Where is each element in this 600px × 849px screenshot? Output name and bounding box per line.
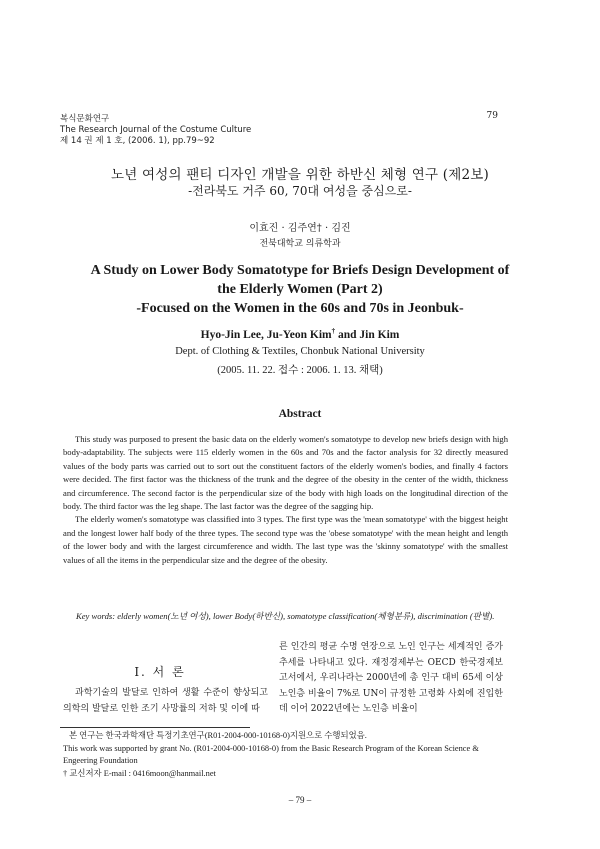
intro-left-column: 과학기술의 발달로 인하여 생활 수준이 향상되고 의학의 발달로 인한 조기 사망률의 저하 및 이에 따 bbox=[63, 688, 268, 714]
page-number-top: 79 bbox=[486, 111, 498, 121]
corresponding-author-mark: † bbox=[331, 327, 336, 335]
keywords: Key words: elderly women(노년 여성), lower Body(하반신), somatotype classification(체형분류), discrimination (판별). bbox=[76, 611, 495, 621]
section-heading-introduction: Ⅰ. 서 론 bbox=[134, 665, 186, 679]
authors-english bbox=[0, 327, 600, 341]
authors-korean: 이효진 · 김주연† · 김진 bbox=[249, 223, 351, 234]
journal-name-ko: 복식문화연구 bbox=[60, 114, 110, 124]
footnote-funding-ko: 본 연구는 한국과학재단 특정기초연구(R01-2004-000-10168-0)지원으로 수행되었음. bbox=[69, 731, 367, 740]
footnotes bbox=[63, 730, 513, 780]
title-korean: 노년 여성의 팬티 디자인 개발을 위한 하반신 체형 연구 (제2보) bbox=[111, 167, 489, 183]
received-accepted-dates: (2005. 11. 22. 접수 : 2006. 1. 13. 채택) bbox=[217, 365, 383, 376]
intro-right-column: 른 인간의 평균 수명 연장으로 노인 인구는 세계적인 증가 추세를 나타내고 있다. 재정경제부는 OECD 한국경제보고서에서, 우리나라는 2000년에 총 인구 대비 65세 이상 노인층 비율이 7%로 UN이 규정한 고령화 사회에 진입한데 이어 2022년에는 노인층 비율이 bbox=[279, 642, 503, 714]
footnote-funding-en: This work was supported by grant No. (R01-2004-000-10168-0) from the Basic Research Program of the Korean Science & Engeering Foundation bbox=[63, 743, 479, 765]
department-english: Dept. of Clothing & Textiles, Chonbuk National University bbox=[175, 346, 425, 357]
footnote-corresponding-author: † 교신저자 E-mail : 0416moon@hanmail.net bbox=[63, 768, 216, 778]
journal-header bbox=[60, 114, 251, 147]
title-english-line-2: the Elderly Women (Part 2) bbox=[217, 282, 383, 297]
page-number-bottom: – 79 – bbox=[288, 795, 312, 805]
authors-english-part-1: Hyo-Jin Lee, Ju-Yeon Kim bbox=[200, 328, 332, 341]
authors-english-part-2: and Jin Kim bbox=[335, 328, 400, 341]
subtitle-korean: -전라북도 거주 60, 70대 여성을 중심으로- bbox=[188, 184, 412, 198]
abstract-body bbox=[63, 433, 508, 567]
abstract-paragraph-2: The elderly women's somatotype was classified into 3 types. The first type was the 'mean somatotype' with the biggest height and the longest lower half body of the three types. The second type was the 'obese somatotype' with the mean height and length of the lower body and with the largest circumference and width. The last type was the 'skinny somatotype' with the smallest values of all the items in the perpendicular size and the degree of the obesity. bbox=[63, 514, 508, 565]
abstract-heading: Abstract bbox=[278, 408, 322, 420]
title-english bbox=[0, 261, 600, 318]
title-english-line-3: -Focused on the Women in the 60s and 70s in Jeonbuk- bbox=[136, 301, 464, 316]
footnote-divider bbox=[60, 727, 250, 728]
journal-volume: 제 14 권 제 1 호, (2006. 1), pp.79~92 bbox=[60, 136, 215, 146]
journal-name-en: The Research Journal of the Costume Culture bbox=[60, 125, 252, 135]
abstract-paragraph-1: This study was purposed to present the basic data on the elderly women's somatotype to develop new briefs design with high body-adaptability. The subjects were 115 elderly women in the 60s and 70s and the factor analysis for 32 directly measured values of the body parts was carried out to sort out the constituent factors of the elderly women's bodies, and finally 4 factors were decided. The first factor was the thickness of the trunk and the degree of the obesity in the center of the width, thickness and circumference. The second factor is the perpendicular size of the body with high loads on the longitudinal direction of the body. The third factor was the leg shape. The last factor was the degree of the sagging hip. bbox=[63, 434, 508, 512]
affiliation-korean: 전북대학교 의류학과 bbox=[259, 239, 341, 249]
title-english-line-1: A Study on Lower Body Somatotype for Briefs Design Development of bbox=[90, 263, 510, 278]
